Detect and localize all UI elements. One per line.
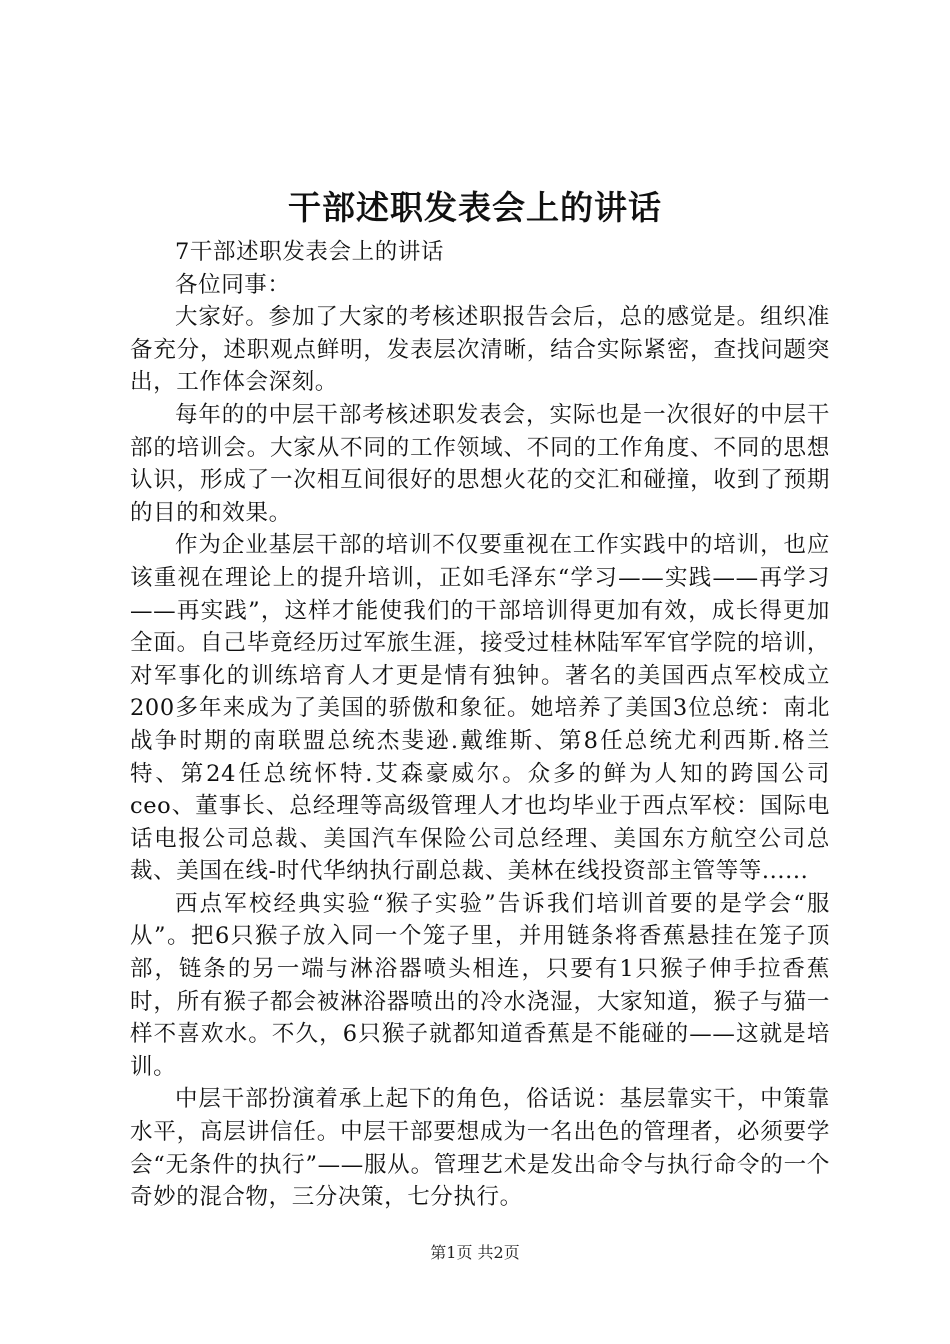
paragraph-subtitle: 7干部述职发表会上的讲话 (175, 239, 445, 265)
document-title: 干部述职发表会上的讲话 (288, 188, 662, 227)
paragraph: 西点军校经典实验“猴子实验”告诉我们培训首要的是学会“服从”。把6只猴子放入同一个笼子里，并用链条将香蕉悬挂在笼子顶部，链条的另一端与淋浴器喷头相连，只要有1只猴子伸手拉香蕉时，所有猴子都会被淋浴器喷出的冷水浇湿，大家知道，猴子与猫一样不喜欢水。不久，6只猴子就都知道香蕉是不能碰的——这就是培训。 (130, 890, 830, 1080)
paragraph: 作为企业基层干部的培训不仅要重视在工作实践中的培训，也应该重视在理论上的提升培训，正如毛泽东“学习——实践——再学习——再实践”，这样才能使我们的干部培训得更加有效，成长得更加全面。自己毕竟经历过军旅生涯，接受过桂林陆军军官学院的培训，对军事化的训练培育人才更是情有独钟。著名的美国西点军校成立200多年来成为了美国的骄傲和象征。她培养了美国3位总统：南北战争时期的南联盟总统杰斐逊.戴维斯、第8任总统尤利西斯.格兰特、第24任总统怀特.艾森豪威尔。众多的鲜为人知的跨国公司ceo、董事长、总经理等高级管理人才也均毕业于西点军校：国际电话电报公司总裁、美国汽车保险公司总经理、美国东方航空公司总裁、美国在线-时代华纳执行副总裁、美林在线投资部主管等等...... (130, 532, 830, 885)
paragraph-greeting: 各位同事： (175, 271, 291, 298)
paragraph: 每年的的中层干部考核述职发表会，实际也是一次很好的中层干部的培训会。大家从不同的工作领域、不同的工作角度、不同的思想认识，形成了一次相互间很好的思想火花的交汇和碰撞，收到了预期的目的和效果。 (130, 401, 830, 526)
paragraph: 中层干部扮演着承上起下的角色，俗话说：基层靠实干，中策靠水平，高层讲信任。中层干部要想成为一名出色的管理者，必须要学会“无条件的执行”——服从。管理艺术是发出命令与执行命令的一个奇妙的混合物，三分决策，七分执行。 (130, 1086, 830, 1211)
paragraph: 大家好。参加了大家的考核述职报告会后，总的感觉是。组织准备充分，述职观点鲜明，发表层次清晰，结合实际紧密，查找问题突出，工作体会深刻。 (130, 304, 830, 396)
page-number: 第1页 共2页 (430, 1243, 520, 1262)
document-body (130, 236, 830, 1214)
